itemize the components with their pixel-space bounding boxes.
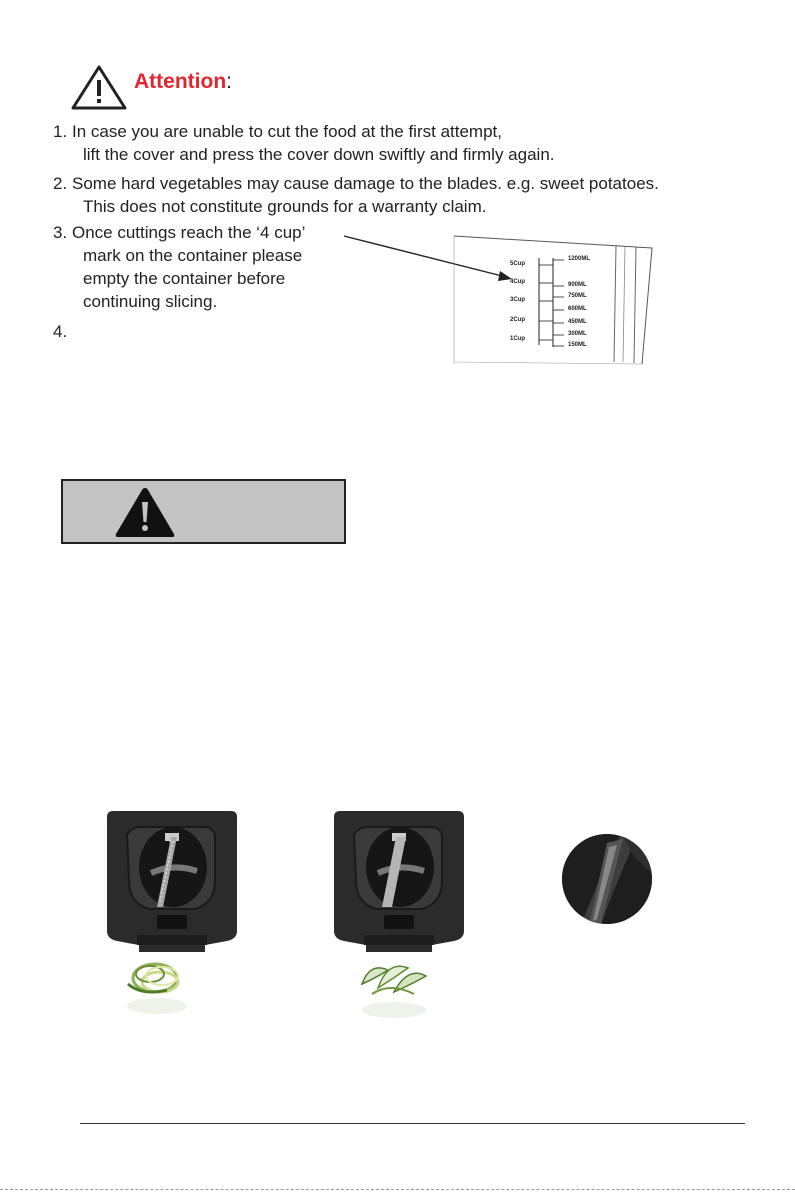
scale-cup-label: 2Cup	[510, 317, 525, 323]
item-number: 3.	[53, 223, 68, 242]
ribbon-cucumber-image	[354, 952, 432, 1020]
page-edge-dashed-line	[0, 1189, 795, 1190]
list-item	[53, 120, 555, 166]
item-line: lift the cover and press the cover down swiftly and firmly again.	[83, 145, 555, 164]
scale-ml-label: 750ML	[568, 293, 587, 299]
item-line: In case you are unable to cut the food at the first attempt,	[72, 122, 502, 141]
scale-cup-label: 3Cup	[510, 297, 525, 303]
item-line: Once cuttings reach the ‘4 cup’	[72, 223, 306, 242]
scale-ml-label: 150ML	[568, 342, 587, 348]
container-scale-illustration	[452, 234, 662, 370]
item-number: 2.	[53, 174, 68, 193]
item-line: empty the container before	[83, 269, 286, 288]
scale-ml-label: 300ML	[568, 331, 587, 337]
item-number: 1.	[53, 122, 68, 141]
item-line: continuing slicing.	[83, 292, 218, 311]
list-item	[53, 320, 72, 343]
spiral-blade-photo	[107, 811, 237, 952]
scale-cup-label: 4Cup	[510, 279, 525, 285]
spiralized-zucchini-image	[122, 956, 192, 1016]
item-line: Some hard vegetables may cause damage to the blades. e.g. sweet potatoes.	[72, 174, 659, 193]
scale-ml-label: 1200ML	[568, 256, 591, 262]
scale-cup-label: 5Cup	[510, 261, 525, 267]
footer-divider	[80, 1123, 745, 1124]
scale-ml-label: 600ML	[568, 306, 587, 312]
exclamation-warning-icon	[113, 485, 177, 539]
blade-closeup-photo	[561, 833, 653, 925]
list-item	[53, 221, 305, 313]
item-line: mark on the container please	[83, 246, 303, 265]
scale-cup-label: 1Cup	[510, 336, 525, 342]
attention-label: Attention	[134, 70, 227, 93]
scale-ml-label: 900ML	[568, 282, 587, 288]
attention-heading	[134, 70, 232, 94]
ribbon-blade-photo	[334, 811, 464, 952]
list-item	[53, 172, 659, 218]
attention-colon: :	[226, 70, 232, 93]
scale-ml-label: 450ML	[568, 319, 587, 325]
item-line: This does not constitute grounds for a warranty claim.	[83, 197, 487, 216]
warning-triangle-icon	[70, 64, 128, 111]
warning-box	[61, 479, 346, 544]
item-number: 4.	[53, 322, 68, 341]
